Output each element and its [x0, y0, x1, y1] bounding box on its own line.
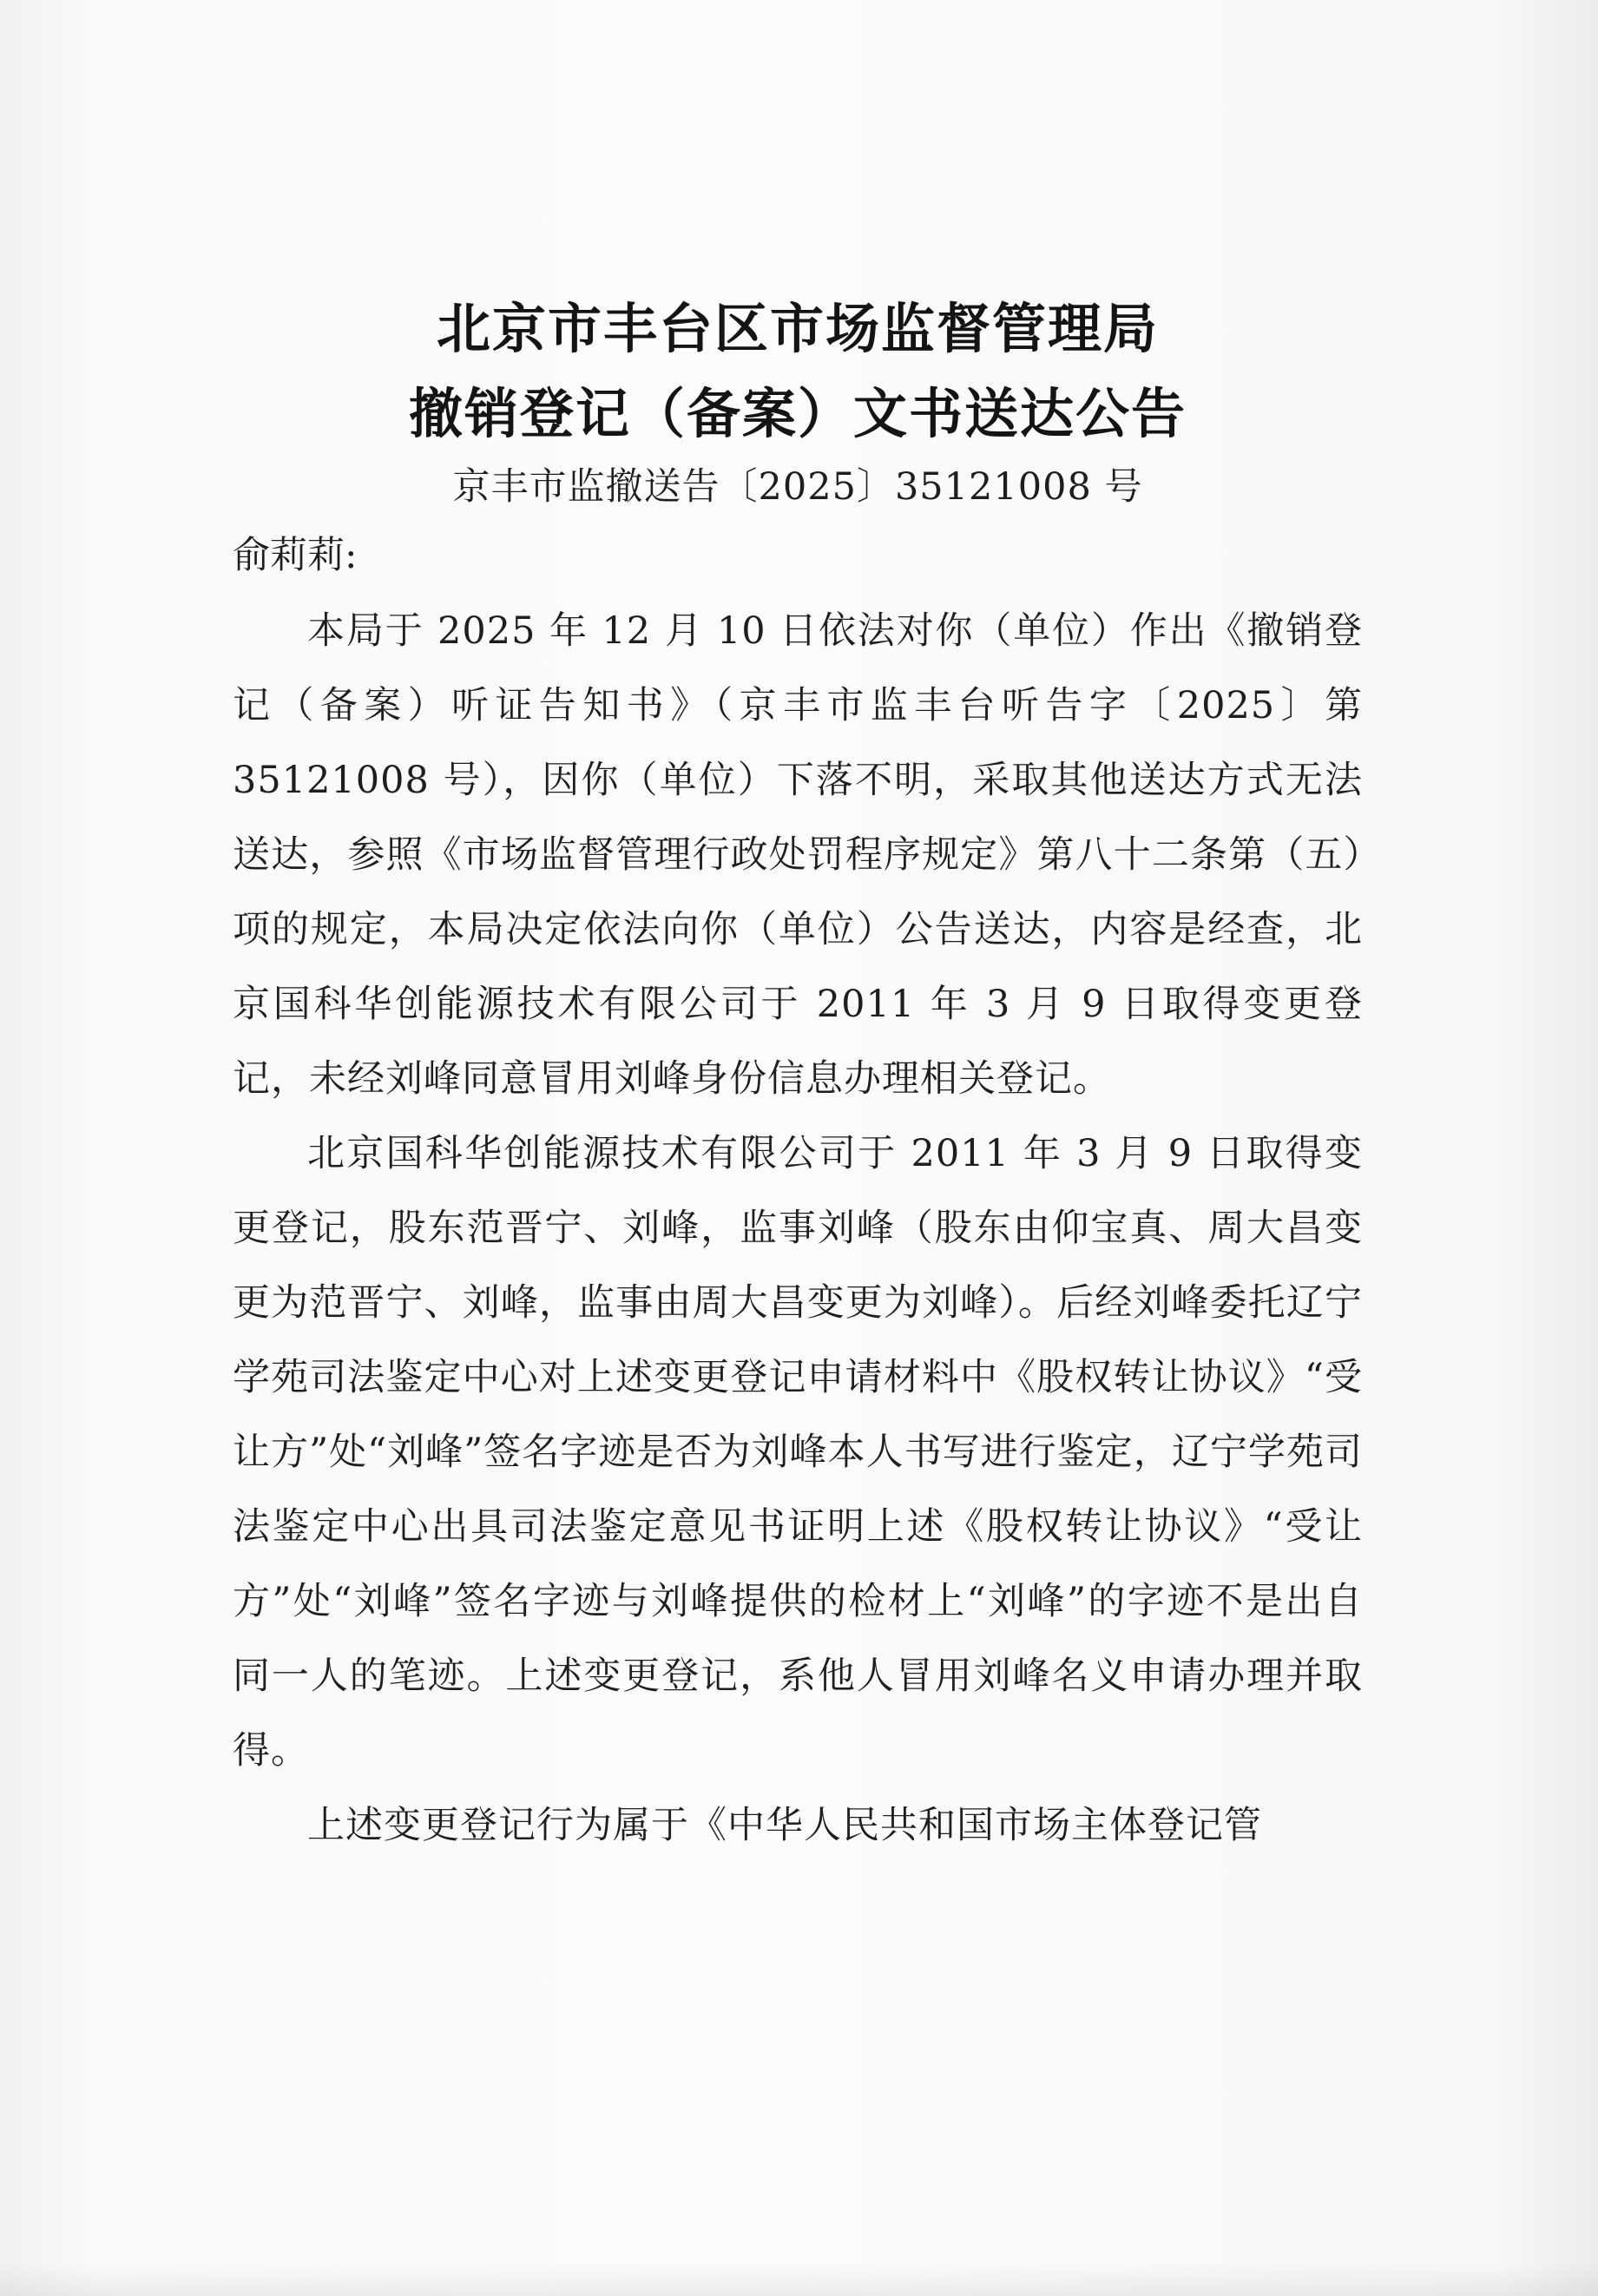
addressee: 俞莉莉:: [233, 534, 358, 577]
body-paragraph: 本局于 2025 年 12 月 10 日依法对你（单位）作出《撤销登记（备案）听证告知书》（京丰市监丰台听告字〔2025〕第 35121008 号），因你（单位）下落不明，采取其他送达方式无法送达，参照《市场监督管理行政处罚程序规定》第八十二条第（五）项的规定，本局决定依法向你（单位）公告送达，内容是经查，北京国科华创能源技术有限公司于 2011 年 3 月 9 日取得变更登记，未经刘峰同意冒用刘峰身份信息办理相关登记。: [233, 609, 1363, 1101]
document-title: [233, 286, 1363, 457]
page-bottom-edge: [0, 2263, 1598, 2296]
document-number: 京丰市监撤送告〔2025〕35121008 号: [452, 465, 1143, 509]
title-line-2: 撤销登记（备案）文书送达公告: [408, 382, 1187, 445]
body-paragraph: 北京国科华创能源技术有限公司于 2011 年 3 月 9 日取得变更登记，股东范晋宁、刘峰，监事刘峰（股东由仰宝真、周大昌变更为范晋宁、刘峰，监事由周大昌变更为刘峰）。后经刘峰委托辽宁学苑司法鉴定中心对上述变更登记申请材料中《股权转让协议》“受让方”处“刘峰”签名字迹是否为刘峰本人书写进行鉴定，辽宁学苑司法鉴定中心出具司法鉴定意见书证明上述《股权转让协议》“受让方”处“刘峰”签名字迹与刘峰提供的检材上“刘峰”的字迹不是出自同一人的笔迹。上述变更登记，系他人冒用刘峰名义申请办理并取得。: [233, 1132, 1363, 1773]
document-content: [233, 286, 1363, 1863]
body-paragraph: 上述变更登记行为属于《中华人民共和国市场主体登记管: [307, 1804, 1262, 1847]
title-line-1: 北京市丰台区市场监督管理局: [436, 297, 1159, 360]
